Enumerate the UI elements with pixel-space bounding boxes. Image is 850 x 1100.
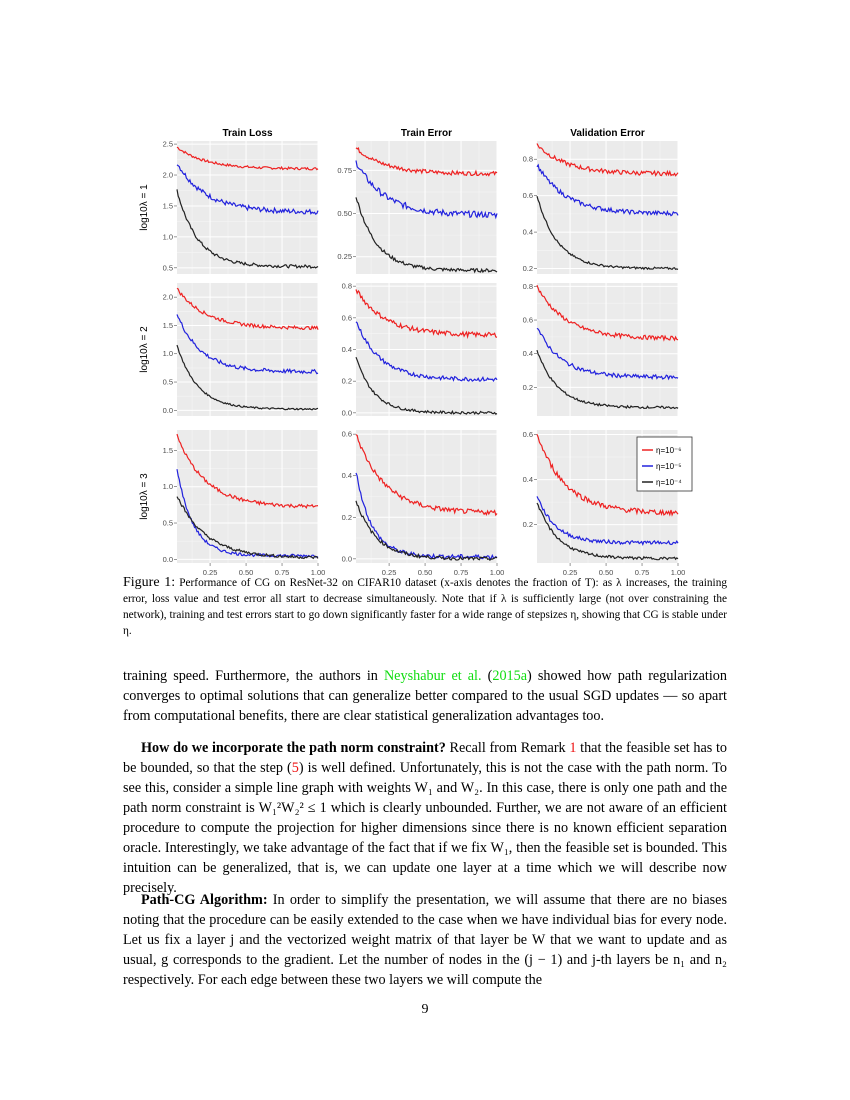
- panel-r3c2-xtick-label: 1.00: [489, 568, 505, 577]
- panel-r3c2-xtick-label: 0.25: [381, 568, 397, 577]
- panel-r3c1-ytick-label: 1.0: [162, 482, 173, 492]
- legend-label-2: η=10⁻⁵: [656, 462, 682, 471]
- panel-r2c1-ytick-label: 1.5: [162, 320, 173, 330]
- panel-r3c1-xtick-label: 0.75: [274, 568, 290, 577]
- panel-r2c3-ytick-label: 0.2: [522, 382, 533, 392]
- caption-text: Performance of CG on ResNet-32 on CIFAR10 dataset (x-axis denotes the fraction of T): as λ increases, the training error, loss value and test error all start to decrease simultaneously. Note that if λ is sufficiently large (not over constraining the network), training and test errors start to go down significantly faster for a wide range of stepsizes η, showing that CG is stable under η.: [123, 577, 727, 637]
- panel-r2c1-ytick-label: 2.0: [162, 292, 173, 302]
- row-label-1: log10λ = 1: [139, 184, 150, 231]
- paragraph-3: Path-CG Algorithm: In order to simplify the presentation, we will assume that there are no biases noting that the procedure can be easily extended to the case when we have individual bias for every node. Let us fix a layer j and the vectorized weight matrix of that layer be W that we want to update and as usual, g corresponds to the gradient. Let the number of nodes in the (j − 1) and j-th layers be n₁ and n₂ respectively. For each edge between these two layers we will compute the: [123, 892, 727, 988]
- panel-r1c3-ytick-label: 0.4: [522, 227, 533, 237]
- panel-r3c3-ytick-label: 0.2: [522, 520, 533, 530]
- col-title-train-error: Train Error: [400, 128, 453, 139]
- figure-label: Figure 1:: [123, 575, 176, 590]
- legend-label-3: η=10⁻⁴: [656, 478, 682, 487]
- panel-r3c3-ytick-label: 0.4: [522, 475, 533, 485]
- panel-r1c1-ytick-label: 1.5: [162, 201, 173, 211]
- equation-ref-link[interactable]: 5: [291, 760, 299, 776]
- panel-r3c2-xtick-label: 0.50: [417, 568, 433, 577]
- panel-r3c3-xtick-label: 1.00: [670, 568, 686, 577]
- panel-r1c1-ytick-label: 1.0: [162, 232, 173, 242]
- panel-r3c3-ytick-label: 0.6: [522, 430, 533, 440]
- panel-r1c2-ytick-label: 0.25: [337, 252, 352, 262]
- panel-r3c1-xtick-label: 0.25: [202, 568, 218, 577]
- panel-r3c1-ytick-label: 0.0: [162, 554, 173, 564]
- col-title-validation-error: Validation Error: [570, 128, 645, 139]
- row-label-2: log10λ = 2: [139, 326, 150, 373]
- panel-r2c3-ytick-label: 0.8: [522, 281, 533, 291]
- panel-r2c1-ytick-label: 0.5: [162, 377, 173, 387]
- remark-ref-link[interactable]: 1: [569, 740, 577, 756]
- panel-r1c3-background: [537, 141, 678, 274]
- panel-r2c1-ytick-label: 1.0: [162, 349, 173, 359]
- row-label-3: log10λ = 3: [139, 473, 150, 520]
- panel-r3c3-xtick-label: 0.25: [562, 568, 578, 577]
- panel-r3c3-xtick-label: 0.50: [598, 568, 614, 577]
- panel-r3c1-xtick-label: 1.00: [310, 568, 326, 577]
- panel-r2c1-ytick-label: 0.0: [162, 405, 173, 415]
- panel-r3c2-xtick-label: 0.75: [453, 568, 469, 577]
- paragraph-heading: How do we incorporate the path norm constraint?: [141, 740, 446, 756]
- panel-r2c2-ytick-label: 0.6: [341, 313, 352, 323]
- panel-r3c2-ytick-label: 0.6: [341, 429, 352, 439]
- panel-r3c1-ytick-label: 1.5: [162, 445, 173, 455]
- paragraph-heading: Path-CG Algorithm:: [141, 892, 268, 908]
- panel-r1c2-ytick-label: 0.50: [337, 209, 352, 219]
- citation-neyshabur[interactable]: Neyshabur et al.: [383, 668, 482, 684]
- panel-r2c2-ytick-label: 0.4: [341, 345, 352, 354]
- panel-r1c3-ytick-label: 0.2: [522, 264, 533, 274]
- panel-r1c1-ytick-label: 2.5: [162, 139, 173, 149]
- page-number: 9: [421, 1002, 429, 1017]
- paragraph-1: training speed. Furthermore, the authors in Neyshabur et al. (2015a) showed how path regularization converges to optimal solutions that can generalize better compared to the usual SGD updates — so apart from computational benefits, there are clear statistical generalization advantages too.: [123, 668, 727, 724]
- panel-r2c2-ytick-label: 0.0: [341, 408, 352, 418]
- panel-r3c2-ytick-label: 0.2: [341, 512, 352, 522]
- panel-r1c3-ytick-label: 0.8: [522, 154, 533, 164]
- panel-r1c1-background: [177, 141, 318, 274]
- col-title-train-loss: Train Loss: [222, 128, 273, 139]
- panel-r1c1-ytick-label: 2.0: [162, 170, 173, 180]
- legend-label-1: η=10⁻⁶: [656, 446, 682, 455]
- panel-r2c3-ytick-label: 0.4: [522, 349, 533, 359]
- panel-r3c2-ytick-label: 0.4: [341, 471, 352, 481]
- panel-r3c1-xtick-label: 0.50: [238, 568, 254, 577]
- panel-r1c1-ytick-label: 0.5: [162, 263, 173, 273]
- figure-caption: [123, 575, 727, 639]
- citation-year[interactable]: 2015a: [492, 668, 528, 684]
- panel-r3c1-ytick-label: 0.5: [162, 518, 173, 528]
- panel-r2c3-ytick-label: 0.6: [522, 315, 533, 325]
- panel-r1c3-ytick-label: 0.6: [522, 191, 533, 201]
- panel-r2c2-ytick-label: 0.8: [341, 281, 352, 291]
- panel-r3c3-xtick-label: 0.75: [634, 568, 650, 577]
- panel-r1c2-ytick-label: 0.75: [337, 165, 352, 175]
- panel-r2c2-ytick-label: 0.2: [341, 376, 352, 386]
- paragraph-2: How do we incorporate the path norm constraint? Recall from Remark 1 that the feasible set has to be bounded, so that the step (5) is well defined. Unfortunately, this is not the case with the path norm. To see this, consider a simple line graph with weights W₁ and W₂. In this case, there is only one path and the path norm constraint is W₁²W₂² ≤ 1 which is clearly unbounded. Further, we are not aware of an efficient procedure to compute the projection for higher dimensions since there is no known efficient separation oracle. Interestingly, we take advantage of the fact that if we fix W₁, then the feasible set is bounded. This intuition can be generalized, that is, we can update one layer at a time which we will describe now precisely.: [123, 740, 728, 896]
- panel-r3c2-ytick-label: 0.0: [341, 554, 352, 564]
